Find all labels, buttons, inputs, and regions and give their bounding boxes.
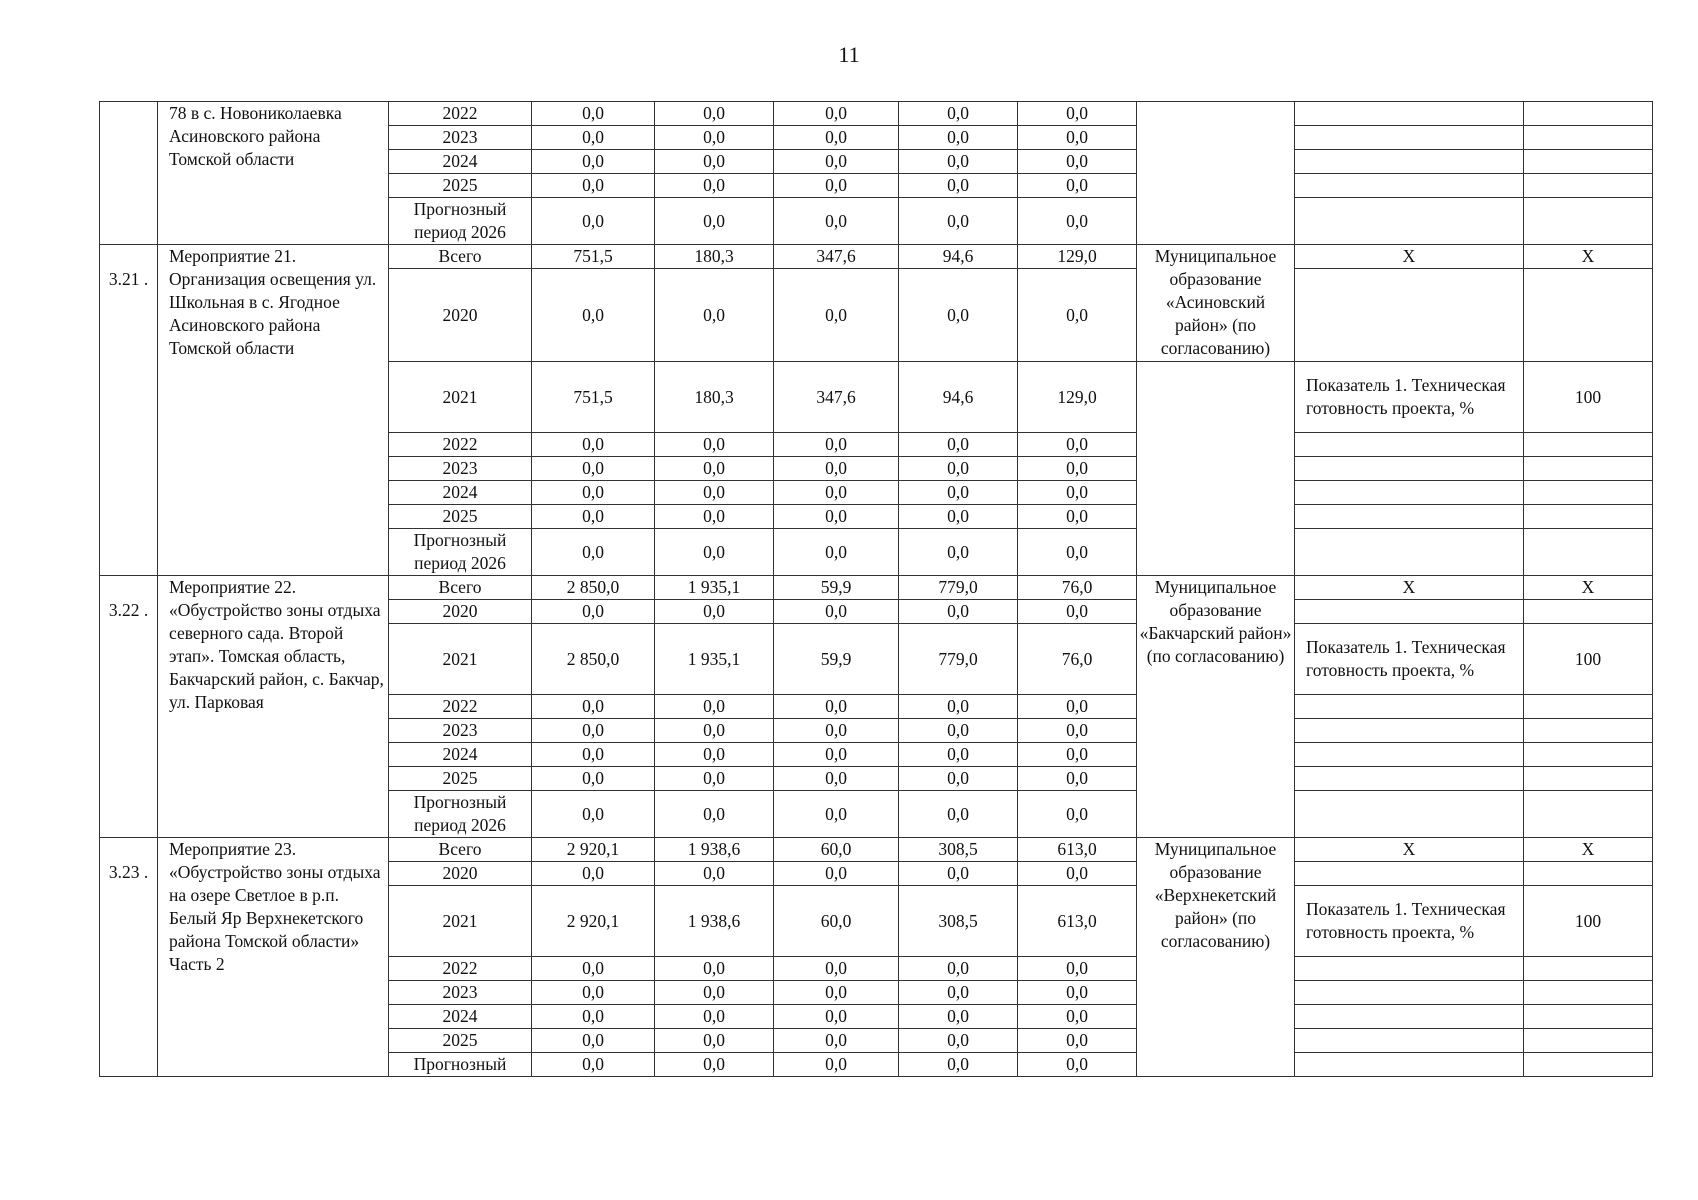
value-cell: 0,0 [899, 767, 1018, 791]
value-cell: 0,0 [899, 457, 1018, 481]
value-cell: 0,0 [655, 457, 774, 481]
value-cell: 76,0 [1018, 576, 1137, 600]
value-cell: 0,0 [774, 150, 899, 174]
period-cell: Прогнозный период 2026 [389, 791, 532, 838]
period-cell: 2023 [389, 981, 532, 1005]
period-cell: 2025 [389, 174, 532, 198]
value-cell: 0,0 [899, 743, 1018, 767]
value-cell: 0,0 [655, 481, 774, 505]
indicator-cell [1295, 767, 1524, 791]
value-cell: 0,0 [655, 269, 774, 362]
value-cell: 0,0 [532, 767, 655, 791]
value-cell: 0,0 [899, 150, 1018, 174]
indicator-cell [1295, 481, 1524, 505]
indicator-value-cell [1524, 719, 1653, 743]
value-cell: 180,3 [655, 245, 774, 269]
indicator-value-cell [1524, 981, 1653, 1005]
indicator-cell [1295, 457, 1524, 481]
value-cell: 1 938,6 [655, 886, 774, 957]
value-cell: 751,5 [532, 245, 655, 269]
indicator-value-cell: Х [1524, 245, 1653, 269]
indicator-value-cell [1524, 957, 1653, 981]
value-cell: 0,0 [899, 269, 1018, 362]
indicator-cell: Х [1295, 838, 1524, 862]
value-cell: 0,0 [655, 505, 774, 529]
value-cell: 0,0 [655, 957, 774, 981]
value-cell: 0,0 [532, 1053, 655, 1077]
period-cell: 2024 [389, 481, 532, 505]
value-cell: 0,0 [774, 505, 899, 529]
period-cell: 2025 [389, 505, 532, 529]
value-cell: 0,0 [532, 433, 655, 457]
value-cell: 0,0 [1018, 481, 1137, 505]
period-cell: Всего [389, 838, 532, 862]
period-cell: Прогнозный период 2026 [389, 529, 532, 576]
value-cell: 0,0 [532, 791, 655, 838]
period-cell: 2023 [389, 719, 532, 743]
value-cell: 0,0 [532, 981, 655, 1005]
period-cell: 2022 [389, 695, 532, 719]
value-cell: 0,0 [532, 1029, 655, 1053]
value-cell: 0,0 [774, 719, 899, 743]
value-cell: 2 920,1 [532, 886, 655, 957]
period-cell: 2021 [389, 624, 532, 695]
value-cell: 0,0 [655, 767, 774, 791]
value-cell: 0,0 [1018, 126, 1137, 150]
period-cell: Прогнозный [389, 1053, 532, 1077]
activity-number [100, 102, 158, 245]
value-cell: 0,0 [532, 457, 655, 481]
value-cell: 0,0 [774, 126, 899, 150]
period-cell: 2020 [389, 862, 532, 886]
value-cell: 751,5 [532, 362, 655, 433]
value-cell: 0,0 [655, 1053, 774, 1077]
executor-cell [1137, 362, 1295, 576]
value-cell: 0,0 [655, 126, 774, 150]
value-cell: 0,0 [532, 150, 655, 174]
indicator-value-cell [1524, 695, 1653, 719]
value-cell: 60,0 [774, 886, 899, 957]
indicator-cell: Х [1295, 245, 1524, 269]
value-cell: 0,0 [1018, 600, 1137, 624]
value-cell: 0,0 [532, 126, 655, 150]
value-cell: 0,0 [774, 433, 899, 457]
value-cell: 0,0 [655, 695, 774, 719]
value-cell: 0,0 [655, 600, 774, 624]
period-cell: 2022 [389, 957, 532, 981]
table-row [100, 245, 1653, 269]
value-cell: 0,0 [774, 862, 899, 886]
value-cell: 0,0 [1018, 719, 1137, 743]
period-cell: Всего [389, 576, 532, 600]
program-activities-table [99, 101, 1653, 1077]
activity-name: Мероприятие 21. Организация освещения ул. Школьная в с. Ягодное Асиновского района Томской области [158, 245, 389, 576]
value-cell: 0,0 [899, 862, 1018, 886]
indicator-cell [1295, 505, 1524, 529]
period-cell: Прогнозный период 2026 [389, 198, 532, 245]
value-cell: 0,0 [774, 957, 899, 981]
executor-cell [1137, 102, 1295, 245]
indicator-cell [1295, 1029, 1524, 1053]
indicator-value-cell [1524, 862, 1653, 886]
value-cell: 0,0 [1018, 102, 1137, 126]
value-cell: 0,0 [1018, 1005, 1137, 1029]
value-cell: 76,0 [1018, 624, 1137, 695]
indicator-cell [1295, 150, 1524, 174]
value-cell: 0,0 [655, 433, 774, 457]
value-cell: 0,0 [532, 957, 655, 981]
value-cell: 0,0 [899, 1053, 1018, 1077]
value-cell: 308,5 [899, 886, 1018, 957]
value-cell: 94,6 [899, 245, 1018, 269]
value-cell: 0,0 [899, 126, 1018, 150]
value-cell: 0,0 [655, 1005, 774, 1029]
value-cell: 0,0 [774, 269, 899, 362]
indicator-value-cell: Х [1524, 576, 1653, 600]
period-cell: 2020 [389, 600, 532, 624]
value-cell: 0,0 [655, 719, 774, 743]
value-cell: 0,0 [532, 743, 655, 767]
indicator-cell [1295, 957, 1524, 981]
value-cell: 0,0 [532, 862, 655, 886]
period-cell: 2021 [389, 362, 532, 433]
table-row [100, 102, 1653, 126]
executor-cell: Муниципальное образование «Асиновский район» (по согласованию) [1137, 245, 1295, 362]
value-cell: 0,0 [899, 198, 1018, 245]
value-cell: 0,0 [899, 1029, 1018, 1053]
indicator-value-cell: 100 [1524, 362, 1653, 433]
period-cell: 2024 [389, 1005, 532, 1029]
indicator-cell [1295, 1005, 1524, 1029]
indicator-value-cell [1524, 481, 1653, 505]
executor-cell: Муниципальное образование «Бакчарский район» (по согласованию) [1137, 576, 1295, 838]
indicator-value-cell [1524, 505, 1653, 529]
value-cell: 0,0 [532, 505, 655, 529]
value-cell: 0,0 [655, 150, 774, 174]
indicator-value-cell [1524, 1005, 1653, 1029]
page-number: 11 [838, 42, 860, 67]
value-cell: 0,0 [774, 1029, 899, 1053]
value-cell: 0,0 [899, 433, 1018, 457]
period-cell: 2021 [389, 886, 532, 957]
value-cell: 0,0 [1018, 505, 1137, 529]
executor-cell: Муниципальное образование «Верхнекетский район» (по согласованию) [1137, 838, 1295, 1077]
value-cell: 0,0 [774, 457, 899, 481]
period-cell: 2020 [389, 269, 532, 362]
activity-number: 3.21 . [100, 245, 158, 576]
activity-name: Мероприятие 23. «Обустройство зоны отдыха на озере Светлое в р.п. Белый Яр Верхнекетского района Томской области» Часть 2 [158, 838, 389, 1077]
indicator-cell [1295, 862, 1524, 886]
value-cell: 0,0 [774, 767, 899, 791]
value-cell: 308,5 [899, 838, 1018, 862]
indicator-cell [1295, 695, 1524, 719]
value-cell: 0,0 [1018, 791, 1137, 838]
value-cell: 0,0 [774, 743, 899, 767]
indicator-cell [1295, 743, 1524, 767]
indicator-value-cell [1524, 102, 1653, 126]
value-cell: 0,0 [532, 1005, 655, 1029]
value-cell: 0,0 [899, 981, 1018, 1005]
value-cell: 0,0 [774, 791, 899, 838]
value-cell: 0,0 [774, 481, 899, 505]
value-cell: 0,0 [774, 174, 899, 198]
period-cell: 2023 [389, 126, 532, 150]
activity-number: 3.22 . [100, 576, 158, 838]
value-cell: 0,0 [1018, 174, 1137, 198]
value-cell: 0,0 [532, 198, 655, 245]
indicator-cell [1295, 719, 1524, 743]
value-cell: 0,0 [655, 198, 774, 245]
value-cell: 0,0 [774, 529, 899, 576]
value-cell: 0,0 [1018, 1029, 1137, 1053]
indicator-value-cell [1524, 743, 1653, 767]
value-cell: 347,6 [774, 362, 899, 433]
indicator-value-cell: 100 [1524, 624, 1653, 695]
value-cell: 0,0 [774, 1005, 899, 1029]
indicator-value-cell [1524, 174, 1653, 198]
indicator-value-cell [1524, 198, 1653, 245]
period-cell: 2022 [389, 102, 532, 126]
indicator-value-cell [1524, 269, 1653, 362]
indicator-value-cell [1524, 433, 1653, 457]
indicator-cell [1295, 174, 1524, 198]
value-cell: 0,0 [899, 695, 1018, 719]
value-cell: 0,0 [655, 529, 774, 576]
indicator-cell: Показатель 1. Техническая готовность проекта, % [1295, 362, 1524, 433]
value-cell: 0,0 [899, 719, 1018, 743]
indicator-cell: Показатель 1. Техническая готовность проекта, % [1295, 886, 1524, 957]
indicator-value-cell [1524, 457, 1653, 481]
period-cell: 2025 [389, 1029, 532, 1053]
indicator-cell [1295, 600, 1524, 624]
value-cell: 2 850,0 [532, 576, 655, 600]
value-cell: 0,0 [1018, 743, 1137, 767]
value-cell: 0,0 [1018, 1053, 1137, 1077]
value-cell: 0,0 [1018, 269, 1137, 362]
value-cell: 180,3 [655, 362, 774, 433]
value-cell: 0,0 [655, 174, 774, 198]
value-cell: 1 938,6 [655, 838, 774, 862]
value-cell: 0,0 [774, 981, 899, 1005]
value-cell: 0,0 [655, 743, 774, 767]
value-cell: 0,0 [1018, 198, 1137, 245]
value-cell: 779,0 [899, 624, 1018, 695]
value-cell: 60,0 [774, 838, 899, 862]
period-cell: 2024 [389, 743, 532, 767]
value-cell: 0,0 [899, 481, 1018, 505]
value-cell: 0,0 [899, 791, 1018, 838]
indicator-value-cell [1524, 150, 1653, 174]
value-cell: 0,0 [774, 600, 899, 624]
indicator-cell [1295, 269, 1524, 362]
value-cell: 0,0 [774, 1053, 899, 1077]
indicator-cell [1295, 198, 1524, 245]
value-cell: 0,0 [1018, 457, 1137, 481]
period-cell: 2022 [389, 433, 532, 457]
indicator-cell: Х [1295, 576, 1524, 600]
value-cell: 2 850,0 [532, 624, 655, 695]
indicator-value-cell [1524, 791, 1653, 838]
value-cell: 0,0 [532, 481, 655, 505]
value-cell: 0,0 [655, 981, 774, 1005]
value-cell: 0,0 [1018, 433, 1137, 457]
table-body [100, 102, 1653, 1077]
indicator-value-cell [1524, 126, 1653, 150]
value-cell: 1 935,1 [655, 624, 774, 695]
value-cell: 0,0 [532, 174, 655, 198]
indicator-cell [1295, 102, 1524, 126]
value-cell: 0,0 [774, 198, 899, 245]
indicator-value-cell [1524, 767, 1653, 791]
value-cell: 129,0 [1018, 362, 1137, 433]
value-cell: 0,0 [1018, 767, 1137, 791]
value-cell: 0,0 [899, 1005, 1018, 1029]
table-row [100, 576, 1653, 600]
indicator-value-cell: Х [1524, 838, 1653, 862]
value-cell: 0,0 [1018, 529, 1137, 576]
value-cell: 0,0 [899, 174, 1018, 198]
value-cell: 0,0 [774, 695, 899, 719]
indicator-cell [1295, 529, 1524, 576]
value-cell: 0,0 [1018, 150, 1137, 174]
indicator-value-cell [1524, 529, 1653, 576]
period-cell: 2023 [389, 457, 532, 481]
value-cell: 347,6 [774, 245, 899, 269]
value-cell: 1 935,1 [655, 576, 774, 600]
value-cell: 0,0 [899, 600, 1018, 624]
value-cell: 0,0 [899, 102, 1018, 126]
indicator-value-cell [1524, 600, 1653, 624]
value-cell: 779,0 [899, 576, 1018, 600]
value-cell: 0,0 [532, 719, 655, 743]
value-cell: 129,0 [1018, 245, 1137, 269]
value-cell: 0,0 [655, 1029, 774, 1053]
value-cell: 0,0 [1018, 957, 1137, 981]
value-cell: 2 920,1 [532, 838, 655, 862]
value-cell: 59,9 [774, 624, 899, 695]
activity-number: 3.23 . [100, 838, 158, 1077]
value-cell: 0,0 [1018, 695, 1137, 719]
indicator-cell [1295, 433, 1524, 457]
value-cell: 0,0 [655, 862, 774, 886]
value-cell: 0,0 [532, 269, 655, 362]
period-cell: Всего [389, 245, 532, 269]
value-cell: 613,0 [1018, 886, 1137, 957]
period-cell: 2024 [389, 150, 532, 174]
value-cell: 0,0 [655, 102, 774, 126]
period-cell: 2025 [389, 767, 532, 791]
indicator-value-cell [1524, 1053, 1653, 1077]
activity-name: 78 в с. Новониколаевка Асиновского района Томской области [158, 102, 389, 245]
indicator-cell: Показатель 1. Техническая готовность проекта, % [1295, 624, 1524, 695]
activity-name: Мероприятие 22. «Обустройство зоны отдыха северного сада. Второй этап». Томская область, Бакчарский район, с. Бакчар, ул. Парковая [158, 576, 389, 838]
table-row [100, 838, 1653, 862]
indicator-cell [1295, 126, 1524, 150]
value-cell: 94,6 [899, 362, 1018, 433]
indicator-value-cell: 100 [1524, 886, 1653, 957]
indicator-value-cell [1524, 1029, 1653, 1053]
value-cell: 0,0 [532, 102, 655, 126]
value-cell: 0,0 [899, 957, 1018, 981]
indicator-cell [1295, 791, 1524, 838]
indicator-cell [1295, 1053, 1524, 1077]
value-cell: 0,0 [899, 529, 1018, 576]
value-cell: 0,0 [1018, 862, 1137, 886]
value-cell: 0,0 [1018, 981, 1137, 1005]
value-cell: 613,0 [1018, 838, 1137, 862]
indicator-cell [1295, 981, 1524, 1005]
value-cell: 0,0 [532, 529, 655, 576]
value-cell: 0,0 [655, 791, 774, 838]
value-cell: 0,0 [774, 102, 899, 126]
value-cell: 0,0 [532, 600, 655, 624]
value-cell: 0,0 [532, 695, 655, 719]
value-cell: 0,0 [899, 505, 1018, 529]
value-cell: 59,9 [774, 576, 899, 600]
